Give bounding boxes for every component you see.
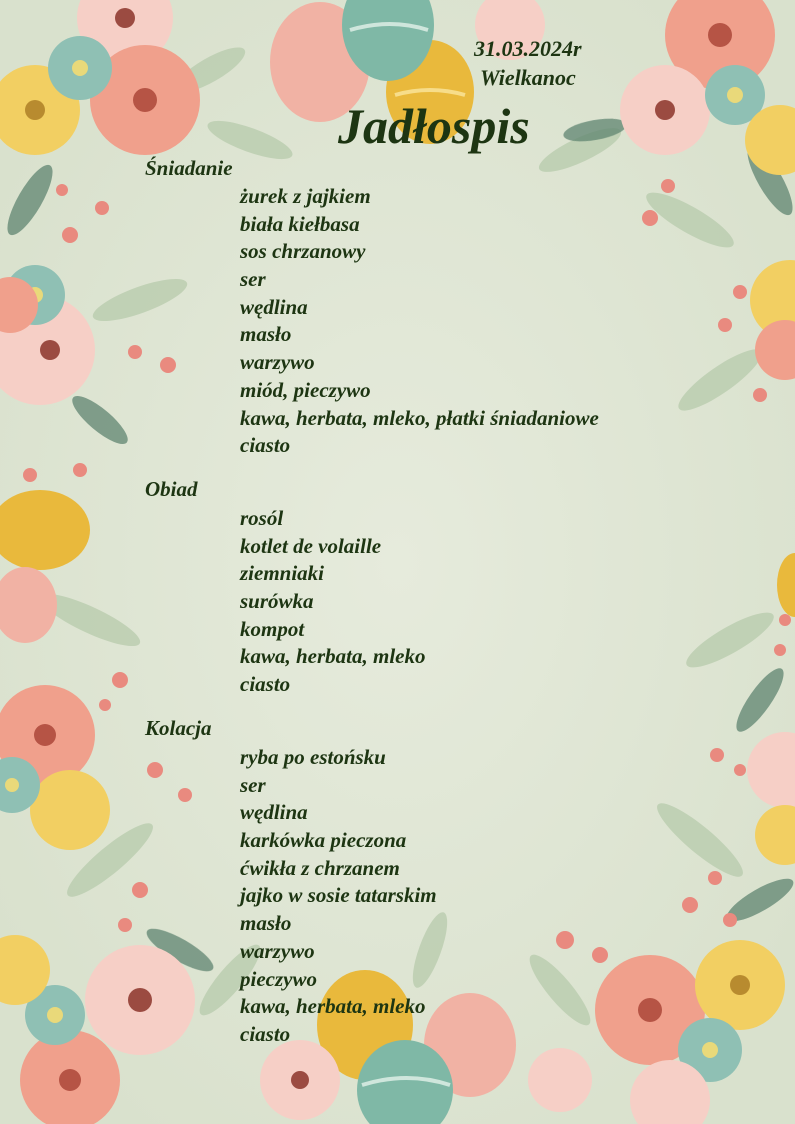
list-item: żurek z jajkiem xyxy=(240,184,371,208)
dinner-list xyxy=(240,744,437,1049)
list-item: kotlet de volaille xyxy=(240,533,382,558)
list-item: ser xyxy=(240,772,266,797)
list-item: masło xyxy=(240,322,292,347)
list-item: ser xyxy=(240,267,266,292)
list-item: surówka xyxy=(240,589,314,614)
list-item: miód, pieczywo xyxy=(240,377,371,402)
list-item: ciasto xyxy=(240,672,291,697)
list-item: kawa, herbata, mleko xyxy=(240,644,426,669)
list-item: wędlina xyxy=(240,294,308,319)
list-item: kawa, herbata, mleko, płatki śniadaniowe xyxy=(240,405,599,430)
menu-date: 31.03.2024r xyxy=(474,36,582,61)
section-dinner-heading: Kolacja xyxy=(145,716,212,740)
breakfast-list xyxy=(240,183,599,460)
list-item: ciasto xyxy=(240,433,291,458)
holiday-name: Wielkanoc xyxy=(480,65,576,90)
page-title: Jadłospis xyxy=(338,98,530,154)
list-item: jajko w sosie tatarskim xyxy=(240,883,437,908)
list-item: warzywo xyxy=(240,350,315,375)
list-item: warzywo xyxy=(240,938,315,963)
list-item: pieczywo xyxy=(240,966,317,991)
list-item: rosól xyxy=(240,506,284,530)
list-item: biała kiełbasa xyxy=(240,211,360,236)
list-item: ciasto xyxy=(240,1021,291,1046)
list-item: ziemniaki xyxy=(240,561,325,586)
section-lunch-heading: Obiad xyxy=(145,477,198,501)
list-item: masło xyxy=(240,911,292,936)
list-item: wędlina xyxy=(240,800,308,825)
list-item: sos chrzanowy xyxy=(240,239,366,264)
list-item: kompot xyxy=(240,616,305,641)
list-item: ćwikła z chrzanem xyxy=(240,855,400,880)
list-item: ryba po estońsku xyxy=(240,745,386,769)
list-item: kawa, herbata, mleko xyxy=(240,994,426,1019)
list-item: karkówka pieczona xyxy=(240,828,407,853)
section-breakfast-heading: Śniadanie xyxy=(145,156,233,180)
lunch-list xyxy=(240,505,426,699)
